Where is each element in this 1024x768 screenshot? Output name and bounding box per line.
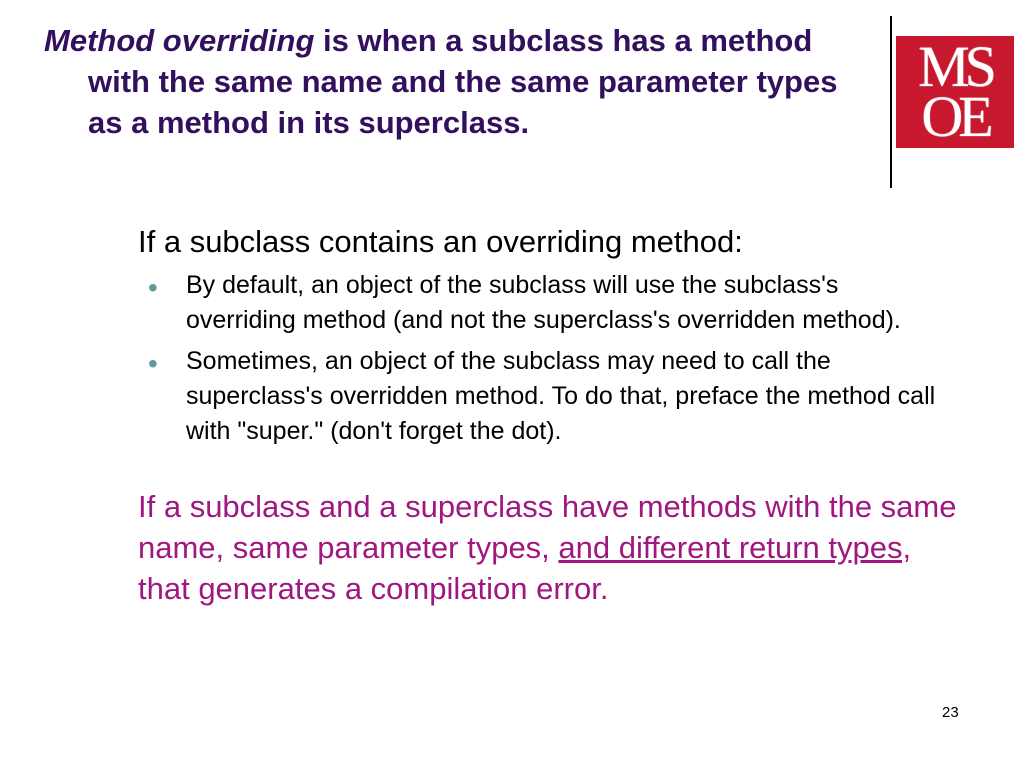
page-number: 23 xyxy=(942,704,959,721)
vertical-divider xyxy=(890,16,892,188)
msoe-logo xyxy=(896,36,1014,148)
bullet-item xyxy=(146,344,946,449)
logo-line-1: MS xyxy=(918,34,992,99)
lead-text: If a subclass contains an overriding method: xyxy=(138,224,743,259)
note-underlined: and different return types, xyxy=(558,530,912,565)
bullet-list xyxy=(146,268,946,455)
title-term: Method overriding xyxy=(44,23,315,58)
bullet-text: By default, an object of the subclass will use the subclass's overriding method (and not the superclass's overridden method). xyxy=(186,271,901,334)
bullet-item xyxy=(146,268,946,338)
bullet-dot-icon: • xyxy=(148,272,158,303)
note-part-2: that generates a compilation error. xyxy=(138,571,609,606)
logo-line-2: OE xyxy=(921,84,989,149)
note-part-1: If a subclass and a superclass have methods with the same name, same parameter types, xyxy=(138,489,957,565)
bullet-text: Sometimes, an object of the subclass may need to call the superclass's overridden method. To do that, preface the method call with "super." (don't forget the dot). xyxy=(186,347,936,445)
bullet-dot-icon: • xyxy=(148,348,158,379)
slide-title xyxy=(44,20,848,143)
title-rest: is when a subclass has a method with the same name and the same parameter types as a method in its superclass. xyxy=(88,23,838,140)
compilation-error-note xyxy=(138,486,968,609)
